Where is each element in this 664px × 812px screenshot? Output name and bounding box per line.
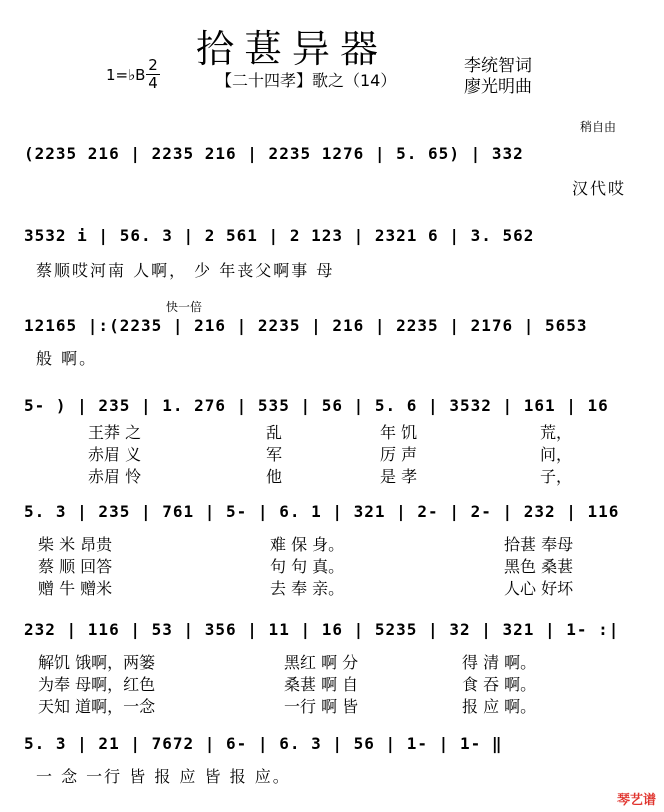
tempo-marking: 稍自由 xyxy=(580,120,617,134)
verse1-a: 王莽 之 xyxy=(88,423,142,442)
time-bottom: 4 xyxy=(148,74,158,92)
verse2-c: 厉 声 xyxy=(380,445,418,464)
staff-row-3: 12165 |:(2235 | 216 | 2235 | 216 | 2235 | 2176 | 5653 xyxy=(24,316,588,335)
verse3-a: 赤眉 怜 xyxy=(88,467,142,486)
composer: 廖光明曲 xyxy=(464,77,532,97)
verse1-i: 黑红 啊 分 xyxy=(284,653,359,672)
tempo-marking-2: 快一倍 xyxy=(166,300,203,314)
verse1-d: 荒， xyxy=(540,423,573,442)
verse3-i: 一行 啊 皆 xyxy=(284,697,359,716)
verse3-b: 他 xyxy=(266,467,283,486)
verse1-g: 拾葚 奉母 xyxy=(504,535,574,554)
lyricist: 李统智词 xyxy=(464,56,532,76)
lyric-final: 一 念 一行 皆 报 应 皆 报 应。 xyxy=(36,767,291,786)
verse1-c: 年 饥 xyxy=(380,423,418,442)
verse1-f: 难 保 身。 xyxy=(270,535,345,554)
song-title: 拾葚异器 xyxy=(196,27,389,71)
credits xyxy=(464,56,532,98)
verse2-g: 黑色 桑葚 xyxy=(504,557,574,576)
verse2-d: 问， xyxy=(540,445,573,464)
verse2-h: 为奉 母啊，红色 xyxy=(38,675,156,694)
verse1-e: 柴 米 昂贵 xyxy=(38,535,113,554)
verse2-i: 桑葚 啊 自 xyxy=(284,675,359,694)
staff-row-1: (2235 216 | 2235 216 | 2235 1276 | 5. 65) | 332 xyxy=(24,144,524,163)
time-top: 2 xyxy=(148,56,158,74)
lyric-line-2: 蔡顺哎河南 人啊， 少 年丧父啊事 母 xyxy=(36,261,335,280)
verse3-d: 子， xyxy=(540,467,573,486)
staff-row-7: 5. 3 | 21 | 7672 | 6- | 6. 3 | 56 | 1- | 1- ‖ xyxy=(24,734,503,753)
time-signature xyxy=(146,58,160,91)
lyric-line-3: 般 啊。 xyxy=(36,349,98,368)
verse3-g: 人心 好坏 xyxy=(504,579,574,598)
verse2-j: 食 吞 啊。 xyxy=(462,675,537,694)
verse1-j: 得 清 啊。 xyxy=(462,653,537,672)
verse1-h: 解饥 饿啊，两篓 xyxy=(38,653,156,672)
brand-logo: 琴艺谱 xyxy=(616,793,656,808)
staff-row-6: 232 | 116 | 53 | 356 | 11 | 16 | 5235 | 32 | 321 | 1- :| xyxy=(24,620,620,639)
staff-row-4: 5- ) | 235 | 1. 276 | 535 | 56 | 5. 6 | 3532 | 161 | 16 xyxy=(24,396,609,415)
staff-row-2: 3532 i | 56. 3 | 2 561 | 2 123 | 2321 6 | 3. 562 xyxy=(24,226,535,245)
key-signature: 1=♭B xyxy=(106,66,146,84)
subtitle: 【二十四孝】歌之（14） xyxy=(216,71,397,90)
verse2-f: 句 句 真。 xyxy=(270,557,345,576)
verse3-e: 赠 牛 赠米 xyxy=(38,579,113,598)
verse1-b: 乱 xyxy=(266,423,283,442)
verse3-f: 去 奉 亲。 xyxy=(270,579,345,598)
verse2-a: 赤眉 义 xyxy=(88,445,142,464)
staff-row-5: 5. 3 | 235 | 761 | 5- | 6. 1 | 321 | 2- | 2- | 232 | 116 xyxy=(24,502,620,521)
verse3-j: 报 应 啊。 xyxy=(462,697,537,716)
verse2-b: 军 xyxy=(266,445,283,464)
lyric-intro: 汉代哎 xyxy=(572,179,627,198)
verse3-h: 天知 道啊，一念 xyxy=(38,697,156,716)
verse2-e: 蔡 顺 回答 xyxy=(38,557,113,576)
verse3-c: 是 孝 xyxy=(380,467,418,486)
